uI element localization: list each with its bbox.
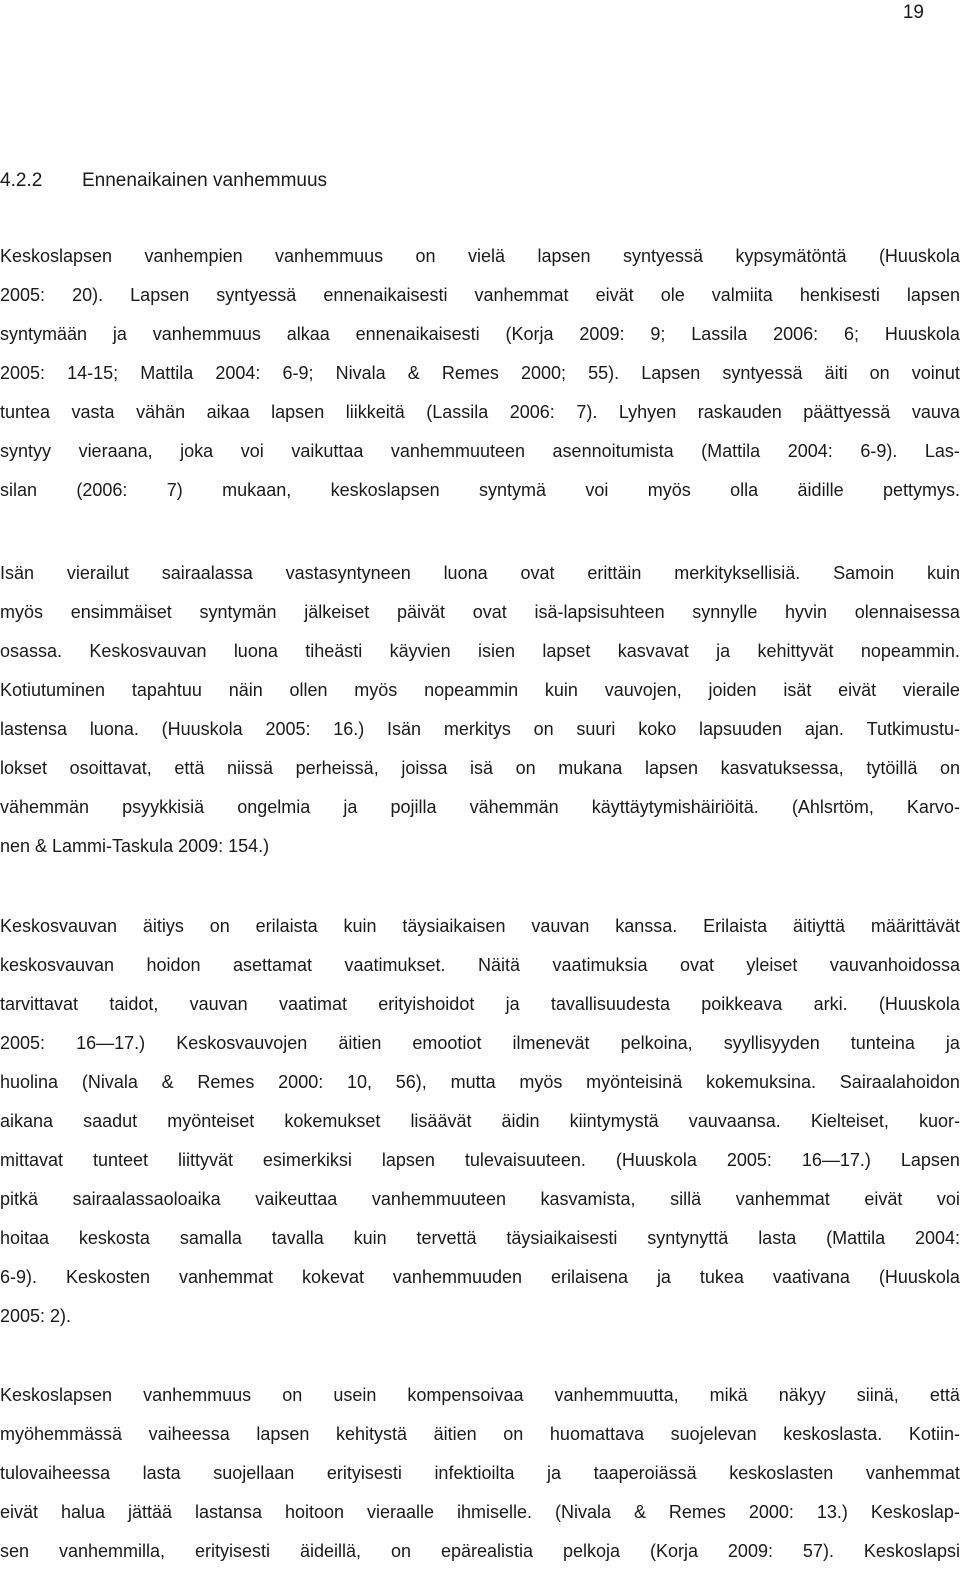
text-line: 2005: 16—17.) Keskosvauvojen äitien emootiot ilmenevät pelkoina, syyllisyyden tunteina ja [0, 1033, 960, 1053]
text-line: eivät halua jättää lastansa hoitoon vieraalle ihmiselle. (Nivala & Remes 2000: 13.) Keskoslap- [0, 1502, 960, 1522]
text-line: myöhemmässä vaiheessa lapsen kehitystä äitien on huomattava suojelevan keskoslasta. Kotiin- [0, 1424, 960, 1444]
page-number: 19 [902, 2, 924, 23]
section-title: Ennenaikainen vanhemmuus [82, 170, 328, 191]
text-line: 2005: 14-15; Mattila 2004: 6-9; Nivala & Remes 2000; 55). Lapsen syntyessä äiti on voinut [0, 363, 960, 383]
text-line: Keskoslapsen vanhemmuus on usein kompensoivaa vanhemmuutta, mikä näkyy siinä, että [0, 1385, 960, 1405]
text-line: osassa. Keskosvauvan luona tiheästi käyvien isien lapset kasvavat ja kehittyvät nopeammin. [0, 641, 960, 661]
paragraph-2 [0, 560, 960, 872]
text-line: huolina (Nivala & Remes 2000: 10, 56), mutta myös myönteisinä kokemuksina. Sairaalahoidon [0, 1072, 960, 1092]
text-line: Keskosvauvan äitiys on erilaista kuin täysiaikaisen vauvan kanssa. Erilaista äitiyttä määrittävät [0, 916, 960, 936]
text-line: sen vanhemmilla, erityisesti äideillä, on epärealistia pelkoja (Korja 2009: 57). Keskoslapsi [0, 1541, 960, 1561]
text-line: tulovaiheessa lasta suojellaan erityisesti infektioilta ja taaperoiässä keskoslasten vanhemmat [0, 1463, 960, 1483]
text-line: 2005: 2). [0, 1306, 72, 1326]
text-line: silan (2006: 7) mukaan, keskoslapsen syntymä voi myös olla äidille pettymys. [0, 480, 960, 500]
text-line: hoitaa keskosta samalla tavalla kuin tervettä täysiaikaisesti syntynyttä lasta (Mattila 2004: [0, 1228, 960, 1248]
text-line: nen & Lammi-Taskula 2009: 154.) [0, 836, 270, 856]
section-number: 4.2.2 [0, 170, 43, 191]
paragraph-4 [0, 1382, 960, 1577]
text-line: pitkä sairaalassaoloaika vaikeuttaa vanhemmuuteen kasvamista, sillä vanhemmat eivät voi [0, 1189, 960, 1209]
text-line: vähemmän psyykkisiä ongelmia ja pojilla vähemmän käyttäytymishäiriöitä. (Ahlsrtöm, Karvo- [0, 797, 960, 817]
text-line: Kotiutuminen tapahtuu näin ollen myös nopeammin kuin vauvojen, joiden isät eivät vieraile [0, 680, 960, 700]
text-line: keskosvauvan hoidon asettamat vaatimukset. Näitä vaatimuksia ovat yleiset vauvanhoidossa [0, 955, 960, 975]
text-line: Keskoslapsen vanhempien vanhemmuus on vielä lapsen syntyessä kypsymätöntä (Huuskola [0, 246, 960, 266]
text-line: tuntea vasta vähän aikaa lapsen liikkeitä (Lassila 2006: 7). Lyhyen raskauden päättyessä vauva [0, 402, 960, 422]
text-line: syntymään ja vanhemmuus alkaa ennenaikaisesti (Korja 2009: 9; Lassila 2006: 6; Huuskola [0, 324, 960, 344]
text-line: tarvittavat taidot, vauvan vaatimat erityishoidot ja tavallisuudesta poikkeava arki. (Huuskola [0, 994, 960, 1014]
paragraph-3 [0, 913, 960, 1342]
text-line: lokset osoittavat, että niissä perheissä, joissa isä on mukana lapsen kasvatuksessa, tytöillä on [0, 758, 960, 778]
text-line: lastensa luona. (Huuskola 2005: 16.) Isän merkitys on suuri koko lapsuuden ajan. Tutkimustu- [0, 719, 960, 739]
text-line: Isän vierailut sairaalassa vastasyntyneen luona ovat erittäin merkityksellisiä. Samoin kuin [0, 563, 960, 583]
paragraph-1 [0, 243, 960, 516]
text-line: 6-9). Keskosten vanhemmat kokevat vanhemmuuden erilaisena ja tukea vaativana (Huuskola [0, 1267, 960, 1287]
section-heading [0, 168, 327, 194]
text-line: syntyy vieraana, joka voi vaikuttaa vanhemmuuteen asennoitumista (Mattila 2004: 6-9). Las- [0, 441, 960, 461]
text-line: mittavat tunteet liittyvät esimerkiksi lapsen tulevaisuuteen. (Huuskola 2005: 16—17.) Lapsen [0, 1150, 960, 1170]
text-line: aikana saadut myönteiset kokemukset lisäävät äidin kiintymystä vauvaansa. Kielteiset, kuor- [0, 1111, 960, 1131]
text-line: myös ensimmäiset syntymän jälkeiset päivät ovat isä-lapsisuhteen synnylle hyvin olennaisessa [0, 602, 960, 622]
text-line: 2005: 20). Lapsen syntyessä ennenaikaisesti vanhemmat eivät ole valmiita henkisesti lapsen [0, 285, 960, 305]
